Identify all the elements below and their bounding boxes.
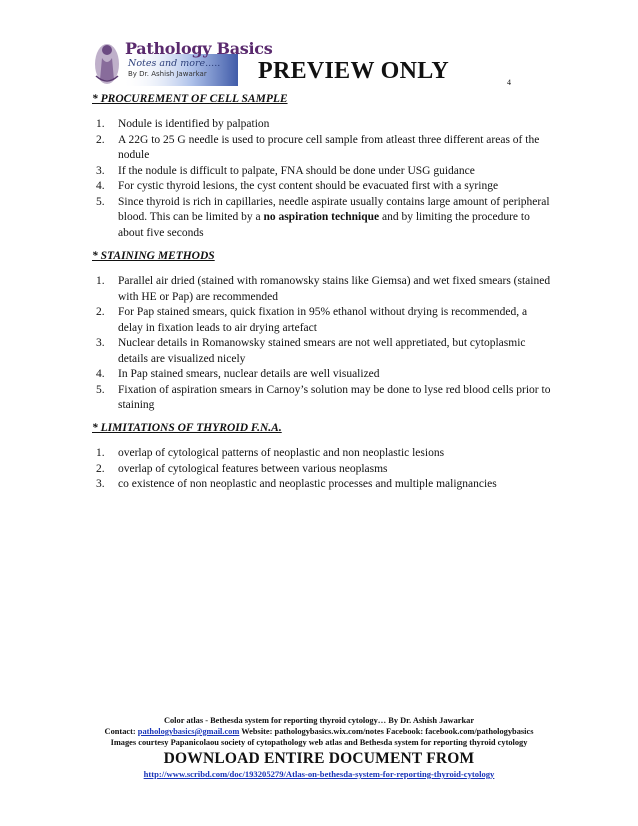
list-item: 3. If the nodule is difficult to palpate, FNA should be done under USG guidance (96, 164, 475, 177)
procurement-list (92, 117, 552, 241)
logo-author: By Dr. Ashish Jawarkar (128, 70, 207, 78)
footer-contact: Contact: pathologybasics@gmail.com Website: pathologybasics.wix.com/notes Facebook: facebook.com/pathologybasics (104, 727, 534, 736)
section-heading: * PROCUREMENT OF CELL SAMPLE (92, 93, 288, 105)
download-heading: DOWNLOAD ENTIRE DOCUMENT FROM (163, 750, 475, 767)
section-limitations (92, 422, 552, 493)
limitations-list (92, 446, 552, 493)
footer-credits: Images courtesy Papanicolaou society of cytopathology web atlas and Bethesda system for reporting thyroid cytology (110, 738, 528, 747)
download-url-link[interactable]: http://www.scribd.com/doc/193205279/Atlas-on-bethesda-system-for-reporting-thyroid-cytology (143, 769, 495, 779)
logo-title: Pathology Basics (125, 39, 273, 58)
section-heading: * LIMITATIONS OF THYROID F.N.A. (92, 422, 282, 434)
list-item: 5. Since thyroid is rich in capillaries, needle aspirate usually contains large amount of peripheral blood. This can be limited by a no aspiration technique and by limiting the procedure to about five seconds (96, 195, 550, 239)
list-item: 2. For Pap stained smears, quick fixation in 95% ethanol without drying is recommended, a delay in fixation leads to air drying artefact (96, 306, 528, 334)
pathology-basics-logo (92, 36, 273, 88)
page-number: 4 (507, 78, 511, 87)
logo-subtitle: Notes and more..... (128, 58, 221, 69)
section-procurement (92, 93, 552, 241)
section-staining (92, 250, 552, 414)
preview-only-label: PREVIEW ONLY (258, 58, 449, 84)
list-item: 2. A 22G to 25 G needle is used to procure cell sample from atleast three different areas of the nodule (96, 133, 540, 161)
list-item: 4. For cystic thyroid lesions, the cyst content should be evacuated first with a syringe (96, 180, 499, 192)
list-item: 1. Nodule is identified by palpation (96, 118, 270, 130)
list-item: 2. overlap of cytological features between various neoplasms (96, 462, 388, 475)
list-item: 5. Fixation of aspiration smears in Carnoy’s solution may be done to lyse red blood cells prior to staining (96, 383, 551, 411)
list-item: 3. Nuclear details in Romanowsky stained smears are not well appretiated, but cytoplasmic details are visualized nicely (96, 337, 526, 365)
list-item: 1. overlap of cytological patterns of neoplastic and non neoplastic lesions (96, 447, 445, 459)
email-link[interactable]: pathologybasics@gmail.com (137, 727, 240, 736)
staining-list (92, 274, 552, 414)
list-item: 1. Parallel air dried (stained with romanowsky stains like Giemsa) and wet fixed smears (stained with HE or Pap) are recommended (96, 275, 551, 303)
section-heading: * STAINING METHODS (92, 250, 215, 262)
footer-title: Color atlas - Bethesda system for reporting thyroid cytology… By Dr. Ashish Jawarkar (163, 716, 475, 725)
list-item: 4. In Pap stained smears, nuclear details are well visualized (96, 368, 380, 380)
list-item: 3. co existence of non neoplastic and neoplastic processes and multiple malignancies (96, 478, 497, 490)
emphasis-text: no aspiration technique (263, 211, 380, 223)
document-footer (84, 715, 554, 780)
